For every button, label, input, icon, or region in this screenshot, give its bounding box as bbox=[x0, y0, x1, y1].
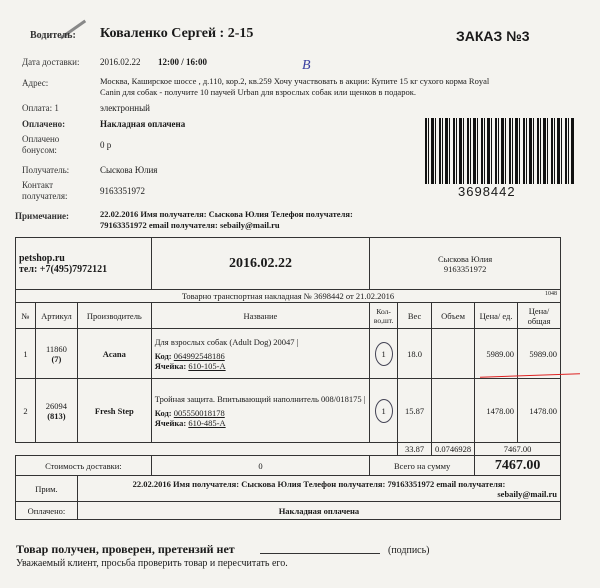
row-num: 2 bbox=[16, 379, 36, 443]
payment-label: Оплата: 1 bbox=[22, 103, 59, 113]
paid-value: Накладная оплачена bbox=[100, 119, 186, 129]
delivery-row bbox=[16, 456, 561, 476]
article-code: 26094 bbox=[45, 400, 68, 411]
bonus-label-1: Оплачено bbox=[22, 134, 60, 144]
item-name: Для взрослых собак (Adult Dog) 20047 | bbox=[154, 336, 299, 347]
qty-circle: 1 bbox=[375, 399, 393, 423]
col-qty: Кол-во,шт. bbox=[370, 303, 398, 329]
article-sub: (7) bbox=[51, 353, 62, 364]
item-cell: 610-485-A bbox=[188, 417, 226, 428]
note-line-2: 79163351972 email получателя: sebaily@mail.ru bbox=[100, 220, 280, 230]
sum-total: 7467.00 bbox=[475, 443, 561, 456]
contact-value: 9163351972 bbox=[100, 186, 145, 196]
row-num: 1 bbox=[16, 329, 36, 379]
customer-name: Сыскова Юлия bbox=[437, 253, 493, 264]
row-price: 1478.00 bbox=[475, 379, 518, 443]
invoice-note-line-1: 22.02.2016 Имя получателя: Сыскова Юлия Телефон получателя: 79163351972 email получателя: bbox=[132, 478, 506, 489]
invoice-paid-value: Накладная оплачена bbox=[77, 502, 560, 520]
shop-phone: тел: +7(495)7972121 bbox=[19, 263, 108, 275]
row-article bbox=[35, 379, 77, 443]
sum-volume: 0.0746928 bbox=[432, 443, 475, 456]
grand-total: 7467.00 bbox=[475, 456, 561, 476]
row-name bbox=[151, 329, 369, 379]
row-qty bbox=[370, 379, 398, 443]
row-qty bbox=[370, 329, 398, 379]
row-maker: Fresh Step bbox=[77, 379, 151, 443]
delivery-date: 2016.02.22 bbox=[100, 57, 141, 67]
invoice-note-label: Прим. bbox=[16, 476, 78, 502]
article-sub: (813) bbox=[47, 410, 66, 421]
qty-circle: 1 bbox=[375, 342, 393, 366]
footer-notice: Уважаемый клиент, просьба проверить товар и пересчитать его. bbox=[16, 558, 288, 569]
item-code: 005550018178 bbox=[173, 407, 225, 418]
delivery-date-label: Дата доставки: bbox=[22, 57, 80, 67]
note-label: Примечание: bbox=[15, 211, 70, 221]
address-line-1: Москва, Каширское шоссе , д.110, кор.2, кв.259 Хочу участвовать в акции: Купите 15 кг сухого корма Royal bbox=[100, 76, 490, 86]
col-volume: Объем bbox=[432, 303, 475, 329]
waybill-code: 1048 bbox=[545, 291, 557, 297]
address-line-2: Canin для собак - получите 10 паучей Urban для взрослых собак или щенков в подарок. bbox=[100, 87, 416, 97]
customer-cell bbox=[370, 238, 561, 290]
sum-row bbox=[16, 443, 561, 456]
barcode-number: 3698442 bbox=[458, 184, 516, 199]
item-cell: 610-105-A bbox=[188, 360, 226, 371]
cell-label: Ячейка: bbox=[154, 417, 187, 428]
shop-cell bbox=[16, 238, 152, 290]
paid-row bbox=[16, 502, 561, 520]
row-name bbox=[151, 379, 369, 443]
row-volume bbox=[432, 379, 475, 443]
customer-phone: 9163351972 bbox=[443, 263, 487, 274]
driver-label: Водитель: bbox=[30, 30, 76, 41]
invoice-note-line-2: sebaily@mail.ru bbox=[497, 488, 557, 499]
address-label: Адрес: bbox=[22, 78, 49, 88]
handwritten-mark: B bbox=[302, 58, 311, 73]
row-price: 5989.00 bbox=[475, 329, 518, 379]
col-article: Артикул bbox=[35, 303, 77, 329]
recipient-value: Сыскова Юлия bbox=[100, 165, 158, 175]
signature-label: (подпись) bbox=[388, 545, 430, 556]
row-total: 5989.00 bbox=[518, 329, 561, 379]
code-label: Код: bbox=[154, 350, 172, 361]
invoice-header-row bbox=[16, 238, 561, 290]
recipient-label: Получатель: bbox=[22, 165, 70, 175]
note-line-1: 22.02.2016 Имя получателя: Сыскова Юлия Телефон получателя: bbox=[100, 209, 353, 219]
code-label: Код: bbox=[154, 407, 172, 418]
row-weight: 18.0 bbox=[398, 329, 432, 379]
sum-weight: 33.87 bbox=[398, 443, 432, 456]
invoice-note bbox=[77, 476, 560, 502]
contact-label-1: Контакт bbox=[22, 180, 54, 190]
row-article bbox=[35, 329, 77, 379]
col-maker: Производитель bbox=[77, 303, 151, 329]
invoice-table bbox=[15, 237, 561, 520]
row-weight: 15.87 bbox=[398, 379, 432, 443]
col-num: № bbox=[16, 303, 36, 329]
delivery-cost-label: Стоимость доставки: bbox=[16, 456, 152, 476]
bonus-value: 0 р bbox=[100, 140, 112, 150]
waybill-row bbox=[16, 290, 561, 303]
invoice-paid-label: Оплачено: bbox=[16, 502, 78, 520]
col-name: Название bbox=[151, 303, 369, 329]
article-code: 11860 bbox=[45, 343, 67, 354]
item-code: 064992548186 bbox=[173, 350, 225, 361]
shop-name: petshop.ru bbox=[19, 252, 65, 264]
bonus-label-2: бонусом: bbox=[22, 145, 57, 155]
driver-name: Коваленко Сергей : 2-15 bbox=[100, 26, 254, 41]
contact-label-2: получателя: bbox=[22, 191, 68, 201]
grand-total-label: Всего на сумму bbox=[370, 456, 475, 476]
col-total: Цена/ общая bbox=[518, 303, 561, 329]
col-price: Цена/ ед. bbox=[475, 303, 518, 329]
receipt-text: Товар получен, проверен, претензий нет bbox=[16, 542, 235, 556]
item-name: Тройная защита. Впитывающий наполнитель 008/018175 | bbox=[154, 393, 366, 404]
signature-line bbox=[260, 553, 380, 554]
table-row bbox=[16, 329, 561, 379]
note-row bbox=[16, 476, 561, 502]
table-row bbox=[16, 379, 561, 443]
cell-label: Ячейка: bbox=[154, 360, 187, 371]
row-volume bbox=[432, 329, 475, 379]
invoice-date: 2016.02.22 bbox=[151, 238, 369, 290]
waybill-text: Товарно транспортная накладная № 3698442 от 21.02.2016 bbox=[181, 291, 395, 301]
delivery-time: 12:00 / 16:00 bbox=[158, 57, 207, 67]
payment-value: электронный bbox=[100, 103, 150, 113]
row-total: 1478.00 bbox=[518, 379, 561, 443]
delivery-cost: 0 bbox=[151, 456, 369, 476]
paid-label: Оплачено: bbox=[22, 119, 66, 129]
col-weight: Вес bbox=[398, 303, 432, 329]
order-title: ЗАКАЗ №3 bbox=[456, 28, 530, 44]
row-maker: Acana bbox=[77, 329, 151, 379]
barcode-graphic bbox=[425, 118, 575, 184]
column-header-row bbox=[16, 303, 561, 329]
